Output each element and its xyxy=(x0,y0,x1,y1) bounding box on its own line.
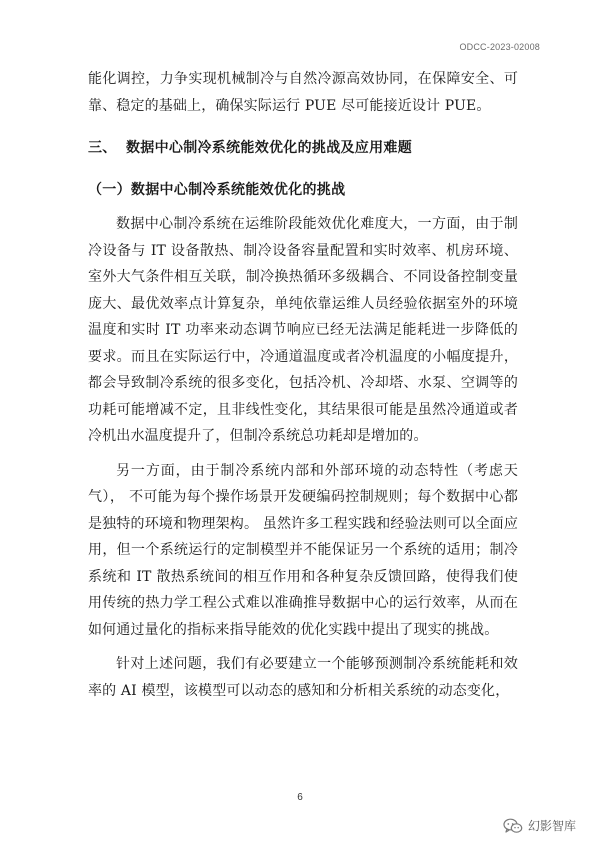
paragraph-1: 数据中心制冷系统在运维阶段能效优化难度大，一方面，由于制冷设备与 IT 设备散热、制冷设备容量配置和实时效率、机房环境、室外大气条件相互关联，制冷换热循环多级耦合、不同设备控制变量庞大、最优效率点计算复杂，单纯依靠运维人员经验依据室外的环境温度和实时 IT 功率来动态调节响应已经无法满足能耗进一步降低的要求。而且在实际运行中，冷通道温度或者冷机温度的小幅度提升，都会导致制冷系统的很多变化，包括冷机、冷却塔、水泵、空调等的功耗可能增减不定，且非线性变化，其结果很可能是虽然冷通道或者冷机出水温度提升了，但制冷系统总功耗却是增加的。 xyxy=(88,216,518,444)
paragraph-continued: 能化调控，力争实现机械制冷与自然冷源高效协同，在保障安全、可靠、稳定的基础上，确保实际运行 PUE 尽可能接近设计 PUE。 xyxy=(88,71,518,114)
paragraph-3: 针对上述问题，我们有必要建立一个能够预测制冷系统能耗和效率的 AI 模型，该模型可以动态的感知和分析相关系统的动态变化， xyxy=(88,656,518,699)
subsection-heading: （一）数据中心制冷系统能效优化的挑战 xyxy=(88,182,346,198)
document-id: ODCC-2023-02008 xyxy=(459,42,540,52)
section-title: 数据中心制冷系统能效优化的挑战及应用难题 xyxy=(126,140,412,156)
page-content xyxy=(88,66,518,704)
page-number: 6 xyxy=(297,792,303,803)
watermark-text: 幻影智库 xyxy=(527,819,576,833)
wechat-icon xyxy=(503,818,523,834)
watermark xyxy=(503,817,576,834)
section-heading xyxy=(88,135,518,161)
paragraph-2: 另一方面，由于制冷系统内部和外部环境的动态特性（考虑天气）， 不可能为每个操作场景开发硬编码控制规则；每个数据中心都是独特的环境和物理架构。 虽然许多工程实践和经验法则可以全面应用，但一个系统运行的定制模型并不能保证另一个系统的适用；制冷系统和 IT 散热系统间的相互作用和各种复杂反馈回路，使得我们使用传统的热力学工程公式难以准确推导数据中心的运行效率，从而在如何通过量化的指标来指导能效的优化实践中提出了现实的挑战。 xyxy=(88,462,518,638)
section-number: 三、 xyxy=(88,140,117,156)
